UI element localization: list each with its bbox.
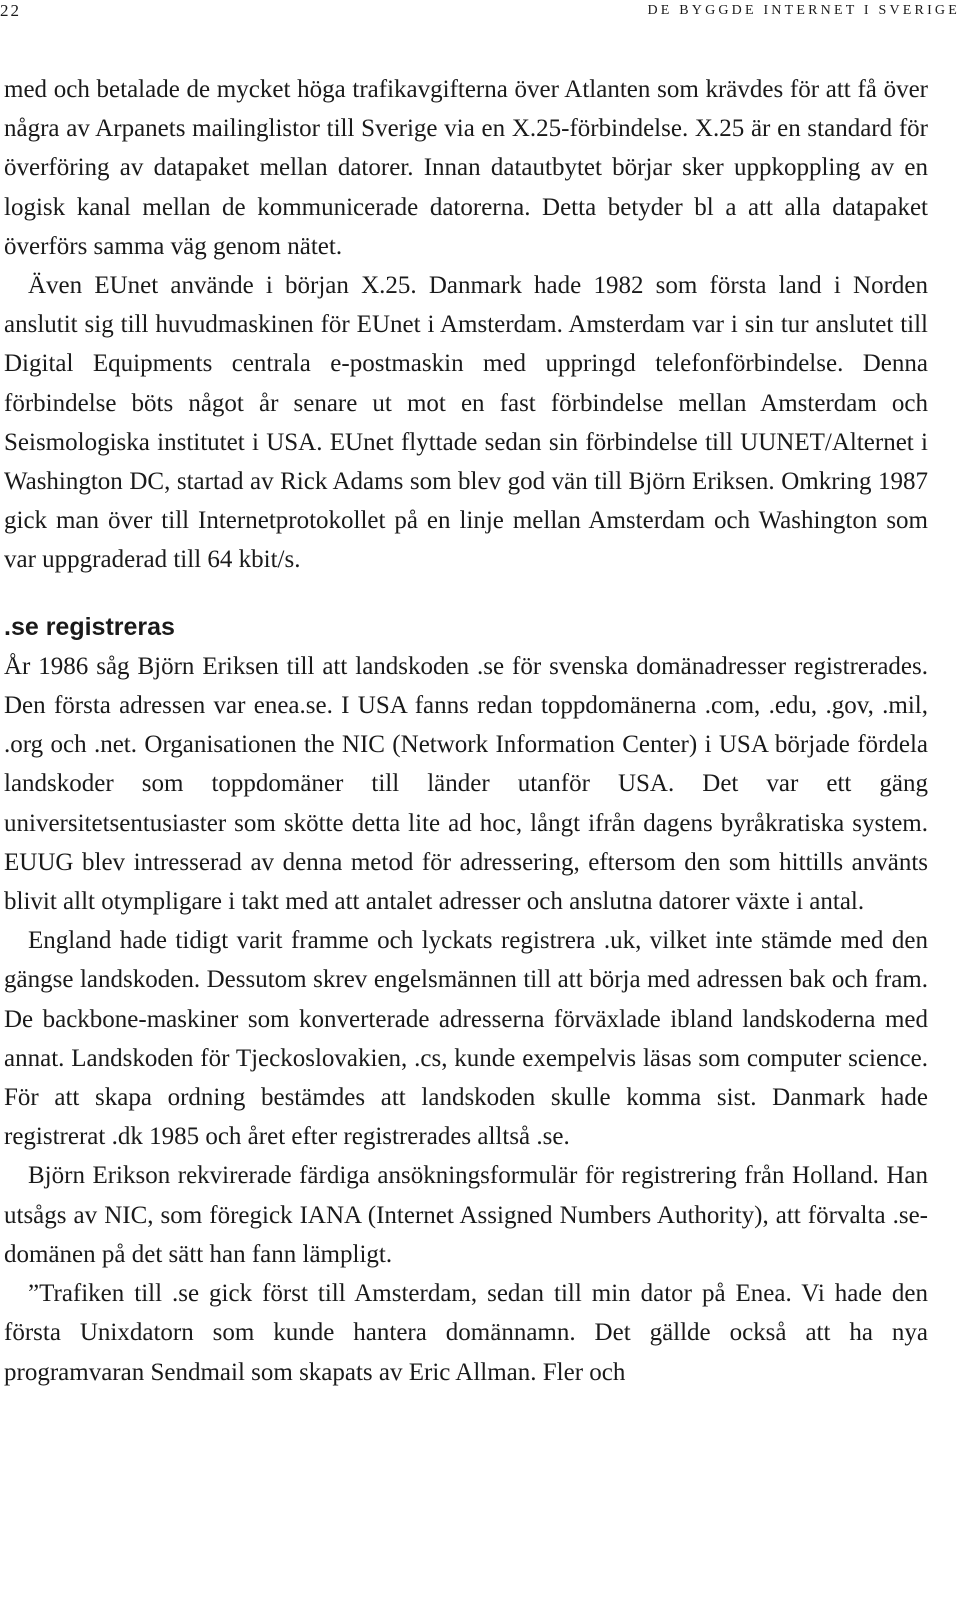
running-header — [0, 0, 960, 24]
paragraph: År 1986 såg Björn Eriksen till att landskoden .se för svenska domänadresser registrerades. Den första adressen var enea.se. I USA fanns redan toppdomänerna .com, .edu, .gov, .mil, .org och .net. Organisationen the NIC (Network Information Center) i USA började fördela landskoder som toppdomäner till länder utanför USA. Det var ett gäng universitetsentusiaster som skötte detta lite ad hoc, långt ifrån dagens byråkratiska system. EUUG blev intresserad av denna metod för adressering, eftersom den som hittills använts blivit allt otympligare i takt med att antalet adresser och anslutna datorer växte i antal. — [4, 652, 928, 916]
paragraph: med och betalade de mycket höga trafikavgifterna över Atlanten som krävdes för att få över några av Arpanets mailinglistor till Sverige via en X.25-förbindelse. X.25 är en standard för överföring av datapaket mellan datorer. Innan datautbytet börjar sker uppkoppling av en logisk kanal mellan de kommunicerade datorerna. Detta betyder bl a att alla datapaket överförs samma väg genom nätet. — [4, 76, 928, 260]
paragraph: Björn Erikson rekvirerade färdiga ansökningsformulär för registrering från Holland. Han utsågs av NIC, som föregick IANA (Internet Assigned Numbers Authority), att förvalta .se-domänen på det sätt han fann lämpligt. — [4, 1162, 928, 1268]
section-heading: .se registreras — [4, 612, 175, 641]
paragraph: England hade tidigt varit framme och lyckats registrera .uk, vilket inte stämde med den gängse landskoden. Dessutom skrev engelsmännen till att börja med adressen bak och fram. De backbone-maskiner som konverterade adresserna förväxlade ibland landskoderna med annat. Landskoden för Tjeckoslovakien, .cs, kunde exempelvis läsas som computer science. För att skapa ordning bestämdes att landskoden skulle komma sist. Danmark hade registrerat .dk 1985 och året efter registrerades alltså .se. — [4, 927, 928, 1151]
paragraph: ”Trafiken till .se gick först till Amsterdam, sedan till min dator på Enea. Vi hade den första Unixdatorn som kunde hantera domännamn. Det gällde också att ha nya programvaran Sendmail som skapats av Eric Allman. Fler och — [4, 1280, 928, 1386]
page-number: 22 — [0, 1, 21, 20]
body-text — [4, 70, 928, 1392]
paragraph: Även EUnet använde i början X.25. Danmark hade 1982 som första land i Norden anslutit sig till huvudmaskinen för EUnet i Amsterdam. Amsterdam var i sin tur anslutet till Digital Equipments centrala e-postmaskin med uppringd telefonförbindelse. Denna förbindelse böts något år senare ut mot en fast förbindelse mellan Amsterdam och Seismologiska institutet i USA. EUnet flyttade sedan sin förbindelse till UUNET/Alternet i Washington DC, startad av Rick Adams som blev god vän till Björn Eriksen. Omkring 1987 gick man över till Internetprotokollet på en linje mellan Amsterdam och Washington som var uppgraderad till 64 kbit/s. — [4, 272, 928, 574]
running-title: DE BYGGDE INTERNET I SVERIGE — [647, 3, 960, 18]
